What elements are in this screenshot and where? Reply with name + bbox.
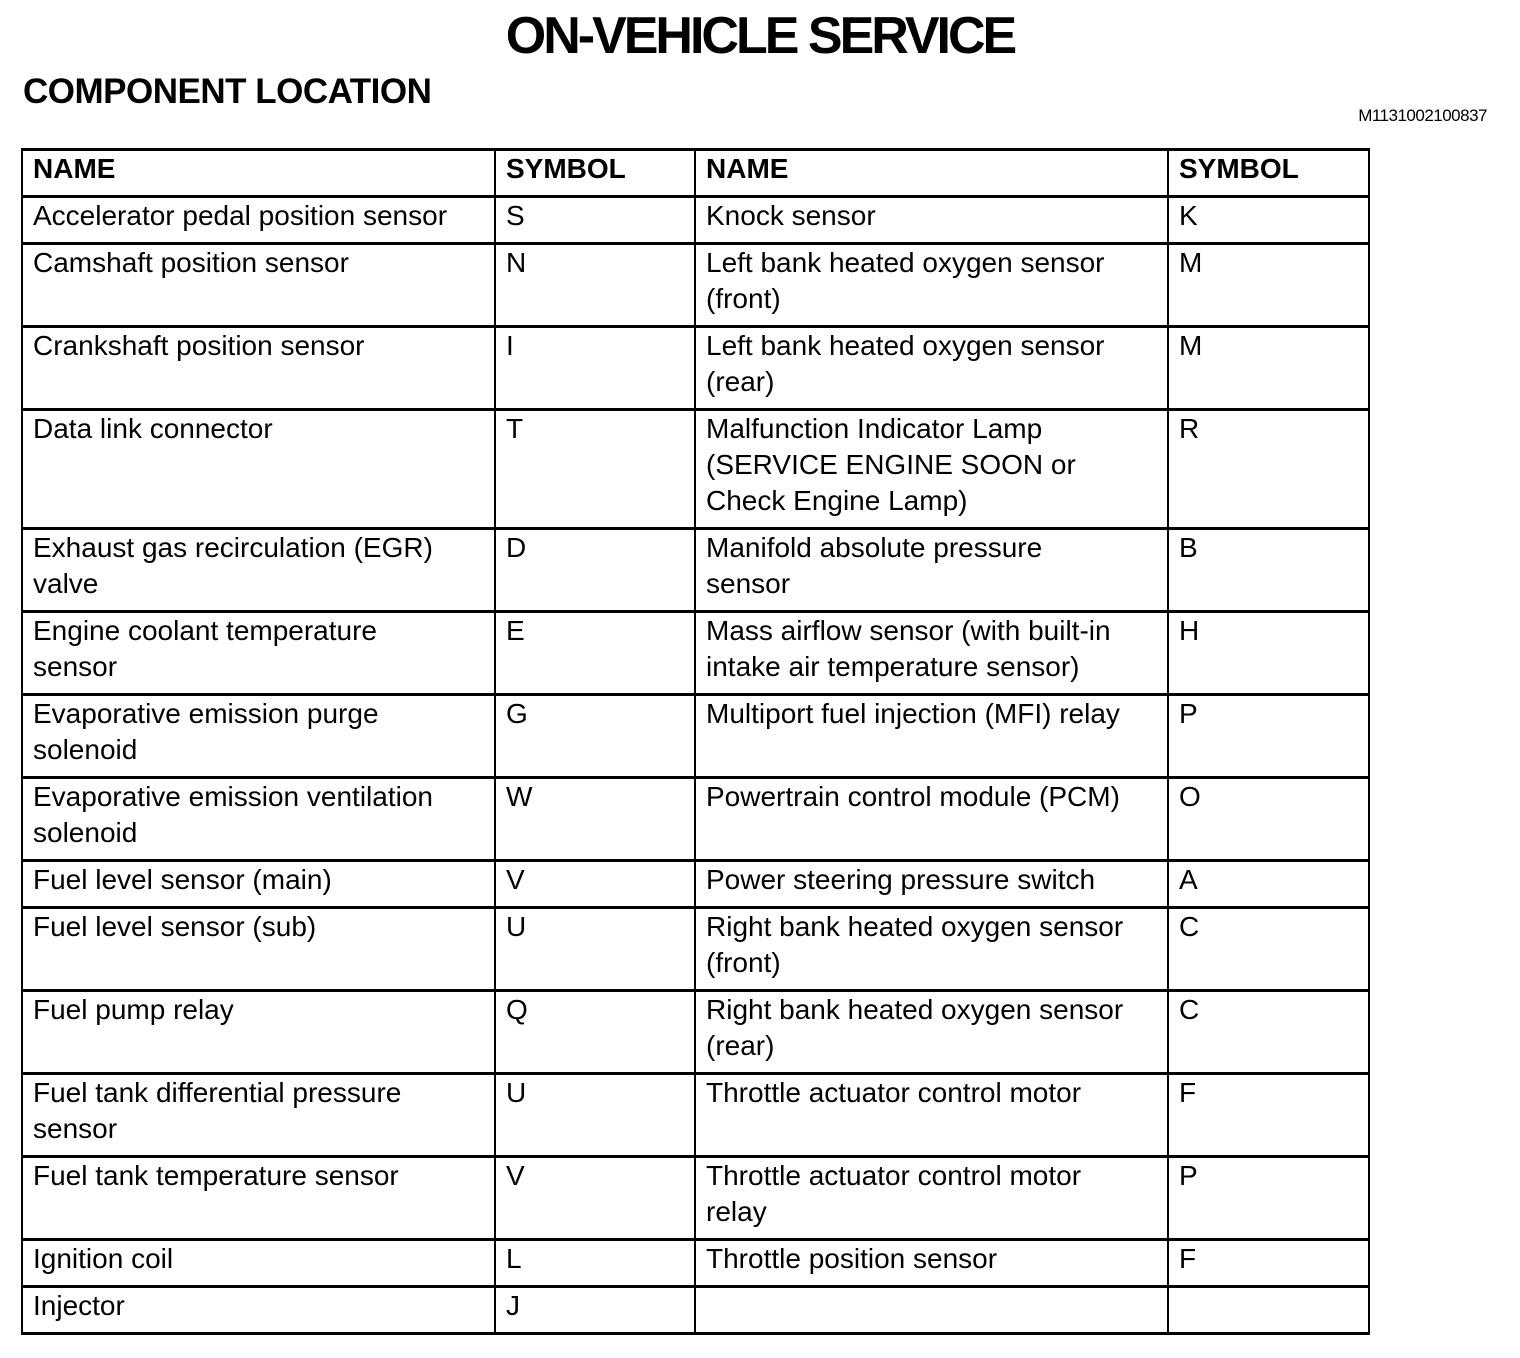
component-name-cell: Left bank heated oxygen sensor (front) <box>695 244 1168 327</box>
component-symbol-cell: T <box>495 410 695 529</box>
component-name-cell: Fuel tank differential pressure sensor <box>22 1074 495 1157</box>
component-name-cell: Mass airflow sensor (with built-in intake air temperature sensor) <box>695 612 1168 695</box>
component-symbol-cell: V <box>495 1157 695 1240</box>
component-symbol-cell: R <box>1168 410 1369 529</box>
component-name-cell: Multiport fuel injection (MFI) relay <box>695 695 1168 778</box>
component-name-cell: Manifold absolute pressure sensor <box>695 529 1168 612</box>
table-row <box>22 327 1369 410</box>
component-symbol-cell: P <box>1168 1157 1369 1240</box>
table-row <box>22 778 1369 861</box>
component-name-cell: Throttle actuator control motor <box>695 1074 1168 1157</box>
table-row <box>22 612 1369 695</box>
table-row <box>22 1240 1369 1287</box>
component-symbol-cell: K <box>1168 197 1369 244</box>
component-location-table <box>21 148 1370 1335</box>
component-name-cell: Engine coolant temperature sensor <box>22 612 495 695</box>
component-name-cell: Malfunction Indicator Lamp (SERVICE ENGINE SOON or Check Engine Lamp) <box>695 410 1168 529</box>
section-title: COMPONENT LOCATION <box>23 72 432 111</box>
component-symbol-cell: F <box>1168 1240 1369 1287</box>
component-symbol-cell: W <box>495 778 695 861</box>
component-symbol-cell: N <box>495 244 695 327</box>
component-name-cell: Ignition coil <box>22 1240 495 1287</box>
table-row <box>22 695 1369 778</box>
component-symbol-cell: I <box>495 327 695 410</box>
component-name-cell: Fuel level sensor (main) <box>22 861 495 908</box>
component-symbol-cell: L <box>495 1240 695 1287</box>
component-symbol-cell: S <box>495 197 695 244</box>
component-name-cell: Throttle actuator control motor relay <box>695 1157 1168 1240</box>
table-row <box>22 1074 1369 1157</box>
component-name-cell: Fuel level sensor (sub) <box>22 908 495 991</box>
header-name-left: NAME <box>22 150 495 197</box>
table-row <box>22 197 1369 244</box>
table-header-row <box>22 150 1369 197</box>
component-symbol-cell <box>1168 1287 1369 1334</box>
header-symbol-right: SYMBOL <box>1168 150 1369 197</box>
table-row <box>22 1287 1369 1334</box>
component-name-cell: Fuel tank temperature sensor <box>22 1157 495 1240</box>
component-name-cell: Camshaft position sensor <box>22 244 495 327</box>
component-symbol-cell: B <box>1168 529 1369 612</box>
component-symbol-cell: O <box>1168 778 1369 861</box>
header-name-right: NAME <box>695 150 1168 197</box>
component-name-cell: Power steering pressure switch <box>695 861 1168 908</box>
component-symbol-cell: H <box>1168 612 1369 695</box>
component-symbol-cell: D <box>495 529 695 612</box>
component-name-cell: Fuel pump relay <box>22 991 495 1074</box>
component-symbol-cell: E <box>495 612 695 695</box>
component-name-cell <box>695 1287 1168 1334</box>
component-symbol-cell: U <box>495 908 695 991</box>
component-name-cell: Crankshaft position sensor <box>22 327 495 410</box>
component-symbol-cell: C <box>1168 991 1369 1074</box>
component-symbol-cell: M <box>1168 244 1369 327</box>
component-name-cell: Injector <box>22 1287 495 1334</box>
component-name-cell: Knock sensor <box>695 197 1168 244</box>
header-symbol-left: SYMBOL <box>495 150 695 197</box>
table-row <box>22 861 1369 908</box>
component-name-cell: Exhaust gas recirculation (EGR) valve <box>22 529 495 612</box>
table-row <box>22 908 1369 991</box>
component-symbol-cell: F <box>1168 1074 1369 1157</box>
component-name-cell: Right bank heated oxygen sensor (rear) <box>695 991 1168 1074</box>
table-row <box>22 244 1369 327</box>
component-symbol-cell: Q <box>495 991 695 1074</box>
component-symbol-cell: M <box>1168 327 1369 410</box>
component-symbol-cell: G <box>495 695 695 778</box>
component-symbol-cell: A <box>1168 861 1369 908</box>
component-name-cell: Evaporative emission ventilation solenoid <box>22 778 495 861</box>
component-name-cell: Powertrain control module (PCM) <box>695 778 1168 861</box>
component-name-cell: Left bank heated oxygen sensor (rear) <box>695 327 1168 410</box>
component-name-cell: Data link connector <box>22 410 495 529</box>
component-name-cell: Accelerator pedal position sensor <box>22 197 495 244</box>
component-symbol-cell: J <box>495 1287 695 1334</box>
component-symbol-cell: C <box>1168 908 1369 991</box>
component-name-cell: Right bank heated oxygen sensor (front) <box>695 908 1168 991</box>
page-title: ON-VEHICLE SERVICE <box>505 7 1015 65</box>
component-symbol-cell: P <box>1168 695 1369 778</box>
table-row <box>22 991 1369 1074</box>
table-row <box>22 410 1369 529</box>
component-symbol-cell: V <box>495 861 695 908</box>
component-name-cell: Evaporative emission purge solenoid <box>22 695 495 778</box>
document-id: M1131002100837 <box>1358 106 1487 125</box>
table-row <box>22 529 1369 612</box>
component-name-cell: Throttle position sensor <box>695 1240 1168 1287</box>
component-symbol-cell: U <box>495 1074 695 1157</box>
table-row <box>22 1157 1369 1240</box>
